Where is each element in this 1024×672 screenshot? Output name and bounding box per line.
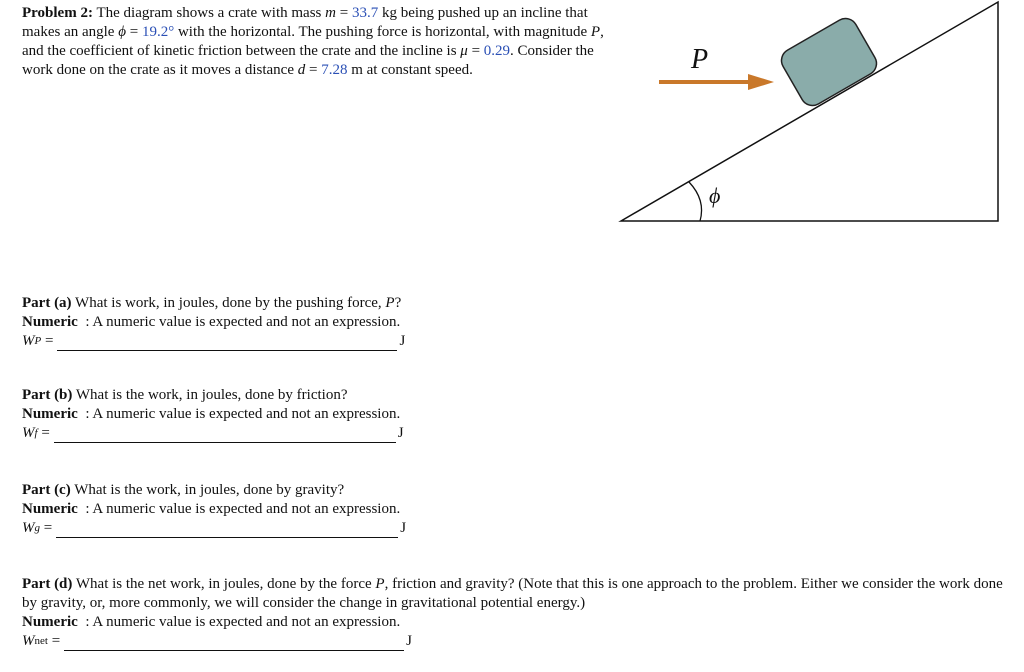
numeric-text: : A numeric value is expected and not an expression. bbox=[85, 501, 401, 517]
problem-text-4: , and the coefficient of kinetic friction between the crate and the incline is bbox=[22, 24, 604, 59]
problem-text-1: The diagram shows a crate with mass bbox=[96, 5, 322, 21]
part-c-numeric-note bbox=[22, 500, 622, 519]
force-arrow-head bbox=[748, 74, 774, 90]
distance-value: 7.28 bbox=[321, 62, 348, 78]
part-b bbox=[22, 386, 622, 443]
answer-sub: f bbox=[34, 427, 38, 439]
part-d-question-text: What is the net work, in joules, done by the force bbox=[75, 576, 372, 592]
crate bbox=[777, 14, 881, 110]
incline-diagram bbox=[615, 0, 1024, 230]
numeric-text: : A numeric value is expected and not an expression. bbox=[85, 614, 401, 630]
equals: = bbox=[339, 5, 349, 21]
mass-value: 33.7 bbox=[351, 5, 379, 21]
answer-unit: J bbox=[397, 425, 404, 441]
angle-value: 19.2° bbox=[141, 24, 175, 40]
numeric-label: Numeric bbox=[22, 501, 78, 517]
answer-unit: J bbox=[399, 333, 406, 349]
equals: = bbox=[129, 24, 139, 40]
problem-label: Problem 2: bbox=[22, 5, 93, 21]
problem-statement bbox=[22, 4, 614, 80]
part-d-question bbox=[22, 575, 1012, 613]
answer-sub: g bbox=[34, 522, 40, 534]
answer-equals: = bbox=[41, 425, 50, 441]
incline-triangle bbox=[621, 2, 998, 221]
part-a-question bbox=[22, 294, 622, 313]
part-b-numeric-note bbox=[22, 405, 622, 424]
angle-arc bbox=[689, 182, 702, 221]
d-symbol: d bbox=[297, 62, 306, 78]
numeric-label: Numeric bbox=[22, 314, 78, 330]
part-d-answer-blank[interactable] bbox=[64, 636, 404, 651]
problem-text-5: . Consider the work done on the crate as it moves a distance bbox=[22, 43, 594, 78]
part-d-answer-row bbox=[22, 632, 1012, 651]
part-a bbox=[22, 294, 622, 351]
part-a-label: Part (a) bbox=[22, 295, 72, 311]
part-c-answer-blank[interactable] bbox=[56, 523, 398, 538]
equals: = bbox=[309, 62, 318, 78]
answer-equals: = bbox=[44, 333, 54, 349]
problem-text-2: kg being pushed up an incline that makes an angle bbox=[22, 5, 588, 40]
answer-equals: = bbox=[43, 520, 53, 536]
part-c-question-text: What is the work, in joules, done by gravity? bbox=[74, 482, 345, 498]
part-a-question-text: What is work, in joules, done by the pushing force, bbox=[75, 295, 382, 311]
part-d-label: Part (d) bbox=[22, 576, 73, 592]
answer-var: W bbox=[22, 333, 35, 349]
mu-symbol: μ bbox=[460, 43, 468, 59]
phi-symbol: ϕ bbox=[118, 24, 126, 40]
mu-value: 0.29 bbox=[483, 43, 511, 59]
part-a-question-var: P bbox=[385, 295, 395, 311]
part-b-question bbox=[22, 386, 622, 405]
part-b-answer-row bbox=[22, 424, 622, 443]
numeric-label: Numeric bbox=[22, 614, 78, 630]
part-a-answer-blank[interactable] bbox=[57, 336, 397, 351]
part-b-label: Part (b) bbox=[22, 387, 73, 403]
answer-unit: J bbox=[406, 633, 413, 649]
part-c bbox=[22, 481, 622, 538]
numeric-text: : A numeric value is expected and not an expression. bbox=[85, 406, 401, 422]
part-c-label: Part (c) bbox=[22, 482, 71, 498]
part-a-question-end: ? bbox=[394, 295, 402, 311]
problem-text-6: m at constant speed. bbox=[351, 62, 473, 78]
p-symbol: P bbox=[590, 24, 601, 40]
part-c-answer-row bbox=[22, 519, 622, 538]
answer-var: W bbox=[22, 520, 35, 536]
answer-sub: net bbox=[34, 635, 48, 647]
answer-var: W bbox=[22, 425, 35, 441]
answer-equals: = bbox=[51, 633, 61, 649]
part-d-question-end: , friction and gravity? (Note that this is one approach to the problem. Either we consider the work done by gravity, or, more commonly, we will consider the change in gravitational potential energy.) bbox=[22, 576, 1003, 611]
answer-unit: J bbox=[400, 520, 407, 536]
problem-text-3: with the horizontal. The pushing force is horizontal, with magnitude bbox=[177, 24, 588, 40]
mass-symbol: m bbox=[325, 5, 336, 21]
numeric-text: : A numeric value is expected and not an expression. bbox=[85, 314, 401, 330]
angle-label: ϕ bbox=[709, 183, 721, 208]
part-a-answer-row bbox=[22, 332, 622, 351]
answer-sub: P bbox=[34, 335, 42, 347]
equals: = bbox=[471, 43, 481, 59]
part-c-question bbox=[22, 481, 622, 500]
force-label: P bbox=[691, 44, 709, 75]
part-d-question-var: P bbox=[375, 576, 385, 592]
answer-var: W bbox=[22, 633, 35, 649]
part-d bbox=[22, 575, 1012, 651]
part-d-numeric-note bbox=[22, 613, 1012, 632]
part-b-answer-blank[interactable] bbox=[54, 428, 396, 443]
part-b-question-text: What is the work, in joules, done by friction? bbox=[75, 387, 348, 403]
numeric-label: Numeric bbox=[22, 406, 78, 422]
part-a-numeric-note bbox=[22, 313, 622, 332]
